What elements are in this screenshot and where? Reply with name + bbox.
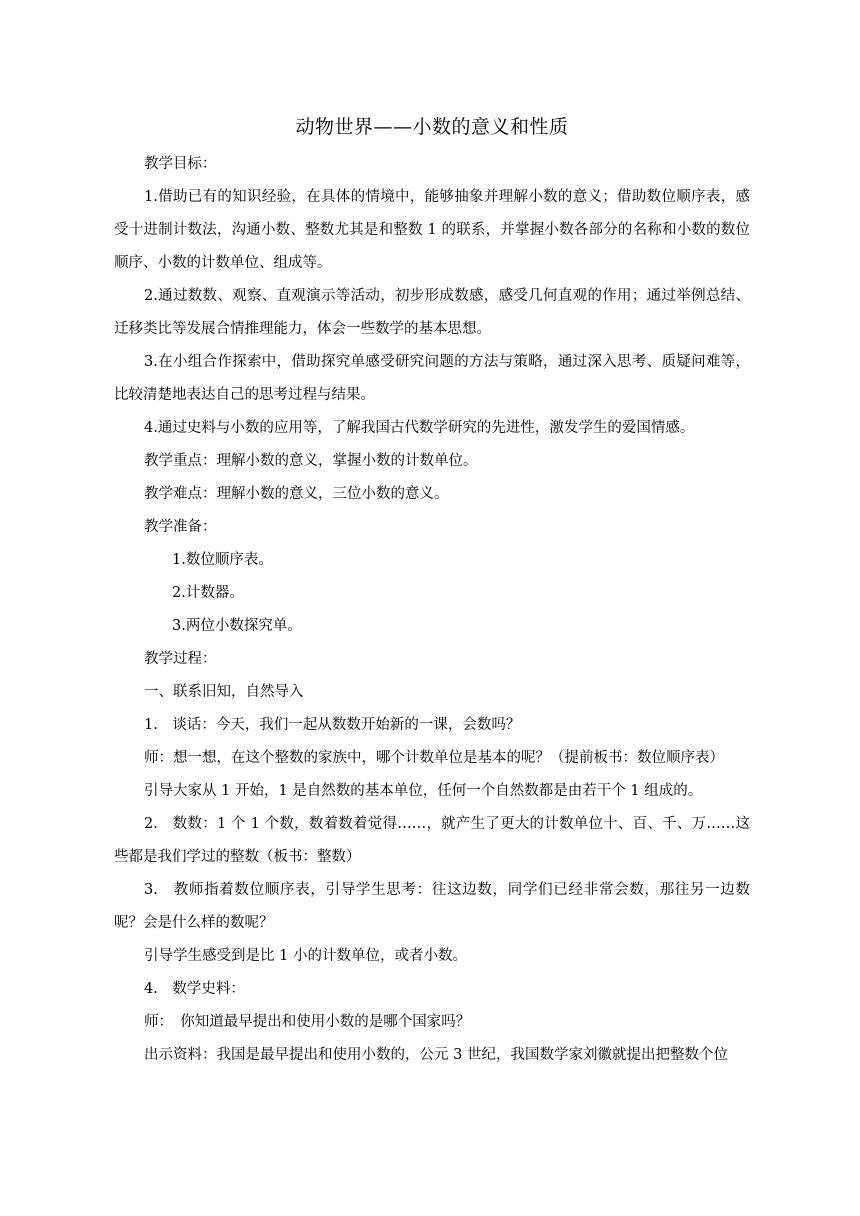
section-heading-preparation: 教学准备：: [144, 519, 217, 535]
guidance-2: 引导学生感受到是比 1 小的计数单位，或者小数。: [144, 948, 467, 964]
process-step-3: 3. 教师指着数位顺序表，引导学生思考：往这边数，同学们已经非常会数，那往另一边数呢？会是什么样的数呢？: [114, 882, 750, 931]
section-heading-process: 教学过程：: [144, 651, 217, 667]
objective-3: 3.在小组合作探索中，借助探究单感受研究问题的方法与策略，通过深入思考、质疑问难等，比较清楚地表达自己的思考过程与结果。: [114, 354, 750, 403]
process-part-1-heading: 一、联系旧知，自然导入: [144, 684, 304, 700]
teaching-focus: 教学重点：理解小数的意义，掌握小数的计数单位。: [144, 453, 478, 469]
objective-2: 2.通过数数、观察、直观演示等活动，初步形成数感，感受几何直观的作用；通过举例总结、迁移类比等发展合情推理能力，体会一些数学的基本思想。: [114, 288, 750, 337]
process-step-2: 2. 数数：1 个 1 个数，数着数着觉得……，就产生了更大的计数单位十、百、千、万……这些都是我们学过的整数（板书：整数）: [114, 816, 751, 865]
preparation-item-1: 1.数位顺序表。: [172, 552, 273, 568]
preparation-item-3: 3.两位小数探究单。: [172, 618, 302, 634]
document-page: [114, 112, 750, 1072]
process-step-4: 4. 数学史料：: [144, 981, 245, 997]
objective-1: 1.借助已有的知识经验，在具体的情境中，能够抽象并理解小数的意义；借助数位顺序表，感受十进制计数法，沟通小数、整数尤其是和整数 1 的联系，并掌握小数各部分的名称和小数的数位顺序、小数的计数单位、组成等。: [114, 189, 750, 271]
teacher-question-1: 师：想一想，在这个整数的家族中，哪个计数单位是基本的呢？（提前板书：数位顺序表）: [144, 750, 724, 766]
section-heading-objectives: 教学目标：: [144, 156, 217, 172]
preparation-item-2: 2.计数器。: [172, 585, 244, 601]
process-step-1: 1. 谈话：今天，我们一起从数数开始新的一课，会数吗？: [144, 717, 521, 733]
document-title: 动物世界——小数的意义和性质: [295, 116, 569, 138]
teaching-difficulty: 教学难点：理解小数的意义，三位小数的意义。: [144, 486, 449, 502]
objective-4: 4.通过史料与小数的应用等，了解我国古代数学研究的先进性，激发学生的爱国情感。: [144, 420, 695, 436]
teacher-question-2: 师： 你知道最早提出和使用小数的是哪个国家吗？: [144, 1014, 471, 1030]
material-display: 出示资料：我国是最早提出和使用小数的，公元 3 世纪，我国数学家刘徽就提出把整数个位: [144, 1047, 728, 1063]
guidance-1: 引导大家从 1 开始，1 是自然数的基本单位，任何一个自然数都是由若干个 1 组成的。: [144, 783, 703, 799]
